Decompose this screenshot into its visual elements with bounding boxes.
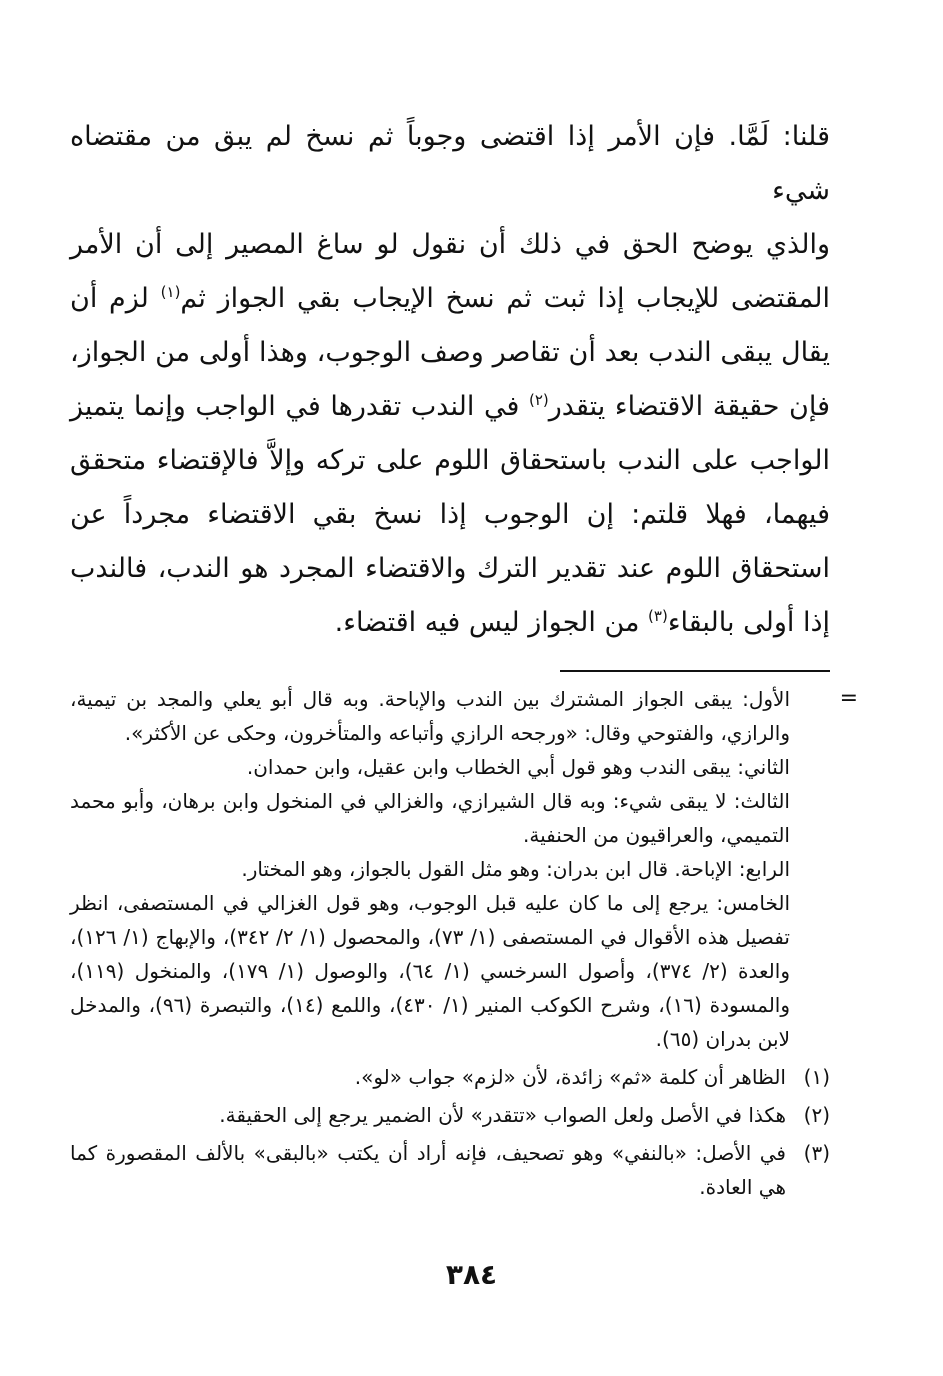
footnotes bbox=[70, 682, 858, 1204]
footnote-line: الثاني: يبقى الندب وهو قول أبي الخطاب وابن عقيل، وابن حمدان. bbox=[246, 755, 790, 779]
footnote-line: الرابع: الإباحة. قال ابن بدران: وهو مثل القول بالجواز، وهو المختار. bbox=[241, 857, 790, 881]
page-body bbox=[70, 110, 858, 1204]
main-text-segment: والذي يوضح الحق في ذلك أن نقول لو ساغ المصير إلى أن الأمر المقتضى للإيجاب إذا ثبت ثم نسخ الإيجاب بقي الجواز ثم bbox=[70, 229, 830, 314]
footnote-ref-3[interactable]: (٣) bbox=[648, 607, 668, 625]
main-text-segment: من الجواز ليس فيه اقتضاء. bbox=[334, 607, 649, 638]
footnote-line: الأول: يبقى الجواز المشترك بين الندب والإباحة. وبه قال أبو يعلي والمجد بن تيمية، والرازي، والفتوحي وقال: «ورجحه الرازي وأتباعه والمتأخرون، وحكى عن الأكثر». bbox=[70, 687, 790, 745]
footnote-2 bbox=[70, 1098, 830, 1132]
page-number: ٣٨٤ bbox=[445, 1258, 498, 1291]
footnote-1 bbox=[70, 1060, 830, 1094]
footnote-3 bbox=[70, 1136, 830, 1204]
main-text bbox=[70, 110, 830, 650]
main-text-segment: لزم أن يقال يبقى الندب بعد أن تقاصر وصف الوجوب، وهذا أولى من الجواز، فإن حقيقة الاقتضاء يتقدر bbox=[70, 283, 830, 422]
footnote-line: الخامس: يرجع إلى ما كان عليه قبل الوجوب، وهو قول الغزالي في المستصفى، انظر تفصيل هذه الأقوال في المستصفى (١/ ٧٣)، والمحصول (١/ ٢/ ٣٤٢)، والإبهاج (١/ ١٢٦)، والعدة (٢/ ٣٧٤)، وأصول السرخسي (١/ ٦٤)، والوصول (١/ ١٧٩)، والمنخول (١١٩)، والمسودة (١٦)، وشرح الكوكب المنير (١/ ٤٣٠)، واللمع (١٤)، والتبصرة (٩٦)، والمدخل لابن بدران (٦٥). bbox=[70, 891, 791, 1051]
footnote-text: في الأصل: «بالنفي» وهو تصحيف، فإنه أراد أن يكتب «بالبقى» بالألف المقصورة كما هي العادة. bbox=[70, 1141, 786, 1199]
main-paragraph-1: قلنا: لَمَّا. فإن الأمر إذا اقتضى وجوباً ثم نسخ لم يبق من مقتضاه شيء bbox=[70, 121, 830, 206]
footnote-number: (١) bbox=[803, 1065, 830, 1089]
footnote-ref-2[interactable]: (٢) bbox=[528, 391, 549, 409]
footnote-ref-1[interactable]: (١) bbox=[160, 283, 181, 301]
footnote-number: (٣) bbox=[803, 1141, 830, 1165]
footnote-separator bbox=[560, 670, 830, 672]
main-text-segment: في الندب تقدرها في الواجب وإنما يتميز الواجب على الندب باستحقاق اللوم على تركه وإلاَّ فالإقتضاء متحقق فيهما، فهلا قلتم: إن الوجوب إذا نسخ بقي الاقتضاء مجرداً عن استحقاق اللوم عند تقدير الترك والاقتضاء المجرد هو الندب، فالندب إذا أولى بالبقاء bbox=[70, 391, 830, 638]
footnote-number: (٢) bbox=[803, 1103, 830, 1127]
footnote-line: الثالث: لا يبقى شيء: وبه قال الشيرازي، والغزالي في المنخول وابن برهان، وأبو محمد التميمي، والعراقيون من الحنفية. bbox=[70, 789, 790, 847]
footnote-text: الظاهر أن كلمة «ثم» زائدة، لأن «لزم» جواب «لو». bbox=[354, 1065, 786, 1089]
continuation-marker: = bbox=[839, 686, 858, 711]
footnote-text: هكذا في الأصل ولعل الصواب «تتقدر» لأن الضمير يرجع إلى الحقيقة. bbox=[219, 1103, 786, 1127]
main-paragraph-2 bbox=[70, 218, 830, 650]
footnote-continuation bbox=[70, 682, 858, 1056]
